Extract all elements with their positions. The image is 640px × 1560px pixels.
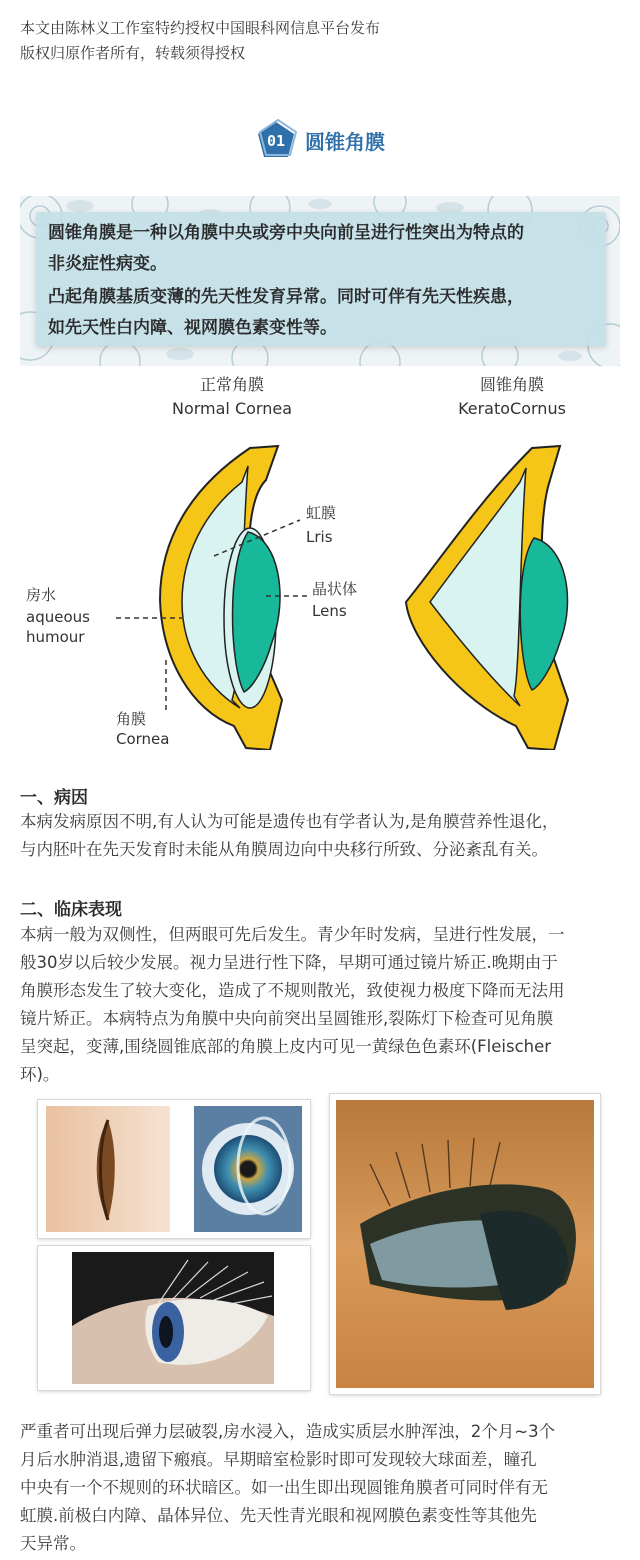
cornea-label-cn: 角膜 bbox=[116, 710, 147, 728]
iris-label-cn: 虹膜 bbox=[306, 504, 337, 522]
aqueous-label-en: aqueous bbox=[26, 608, 90, 626]
normal-eye-illustration bbox=[160, 446, 282, 750]
paragraph-line: 本病发病原因不明,有人认为可能是遗传也有学者认为,是角膜营养性退化， bbox=[20, 812, 559, 831]
intro-line: 凸起角膜基质变薄的先天性发育异常。同时可伴有先天性疾患， bbox=[48, 287, 524, 307]
paragraph-line: 天异常。 bbox=[20, 1534, 86, 1553]
kerato-cornea-label-cn: 圆锥角膜 bbox=[479, 375, 545, 394]
kerato-cornea-label-en: KeratoCornus bbox=[458, 399, 566, 418]
paragraph-line: 本病一般为双侧性，但两眼可先后发生。青少年时发病，呈进行性发展，一 bbox=[20, 925, 565, 944]
cause-heading: 一、病因 bbox=[20, 788, 88, 808]
paragraph-line: 严重者可出现后弹力层破裂,房水浸入，造成实质层水肿浑浊，2个月~3个 bbox=[20, 1422, 556, 1441]
clinical-heading: 二、临床表现 bbox=[20, 900, 122, 920]
intro-banner bbox=[20, 196, 620, 366]
severe-paragraph bbox=[20, 1418, 620, 1558]
aqueous-label-cn: 房水 bbox=[26, 586, 57, 604]
eye-photo-collage-top bbox=[38, 1100, 310, 1238]
copyright-line: 本文由陈林义工作室特约授权中国眼科网信息平台发布 bbox=[20, 19, 381, 37]
paragraph-line: 环)。 bbox=[20, 1065, 60, 1084]
iris-label-en: Lris bbox=[306, 528, 333, 546]
paragraph-line: 镜片矫正。本病特点为角膜中央向前突出呈圆锥形,裂陈灯下检查可见角膜 bbox=[20, 1009, 554, 1028]
keratoconus-closeup-image bbox=[330, 1094, 600, 1394]
keratoconus-eye-photo bbox=[330, 1094, 600, 1394]
copyright-line: 版权归原作者所有，转载须得授权 bbox=[20, 44, 246, 62]
section-header bbox=[0, 118, 640, 162]
eye-side-view-image bbox=[38, 1246, 310, 1390]
paragraph-line: 中央有一个不规则的环状暗区。如一出生即出现圆锥角膜者可同时伴有无 bbox=[20, 1478, 548, 1497]
cause-paragraph bbox=[20, 808, 620, 864]
eye-profile-and-contact-lens-image bbox=[38, 1100, 310, 1238]
keratoconus-eye-illustration bbox=[406, 446, 568, 750]
section-number: 01 bbox=[266, 132, 286, 150]
cornea-comparison-diagram bbox=[20, 370, 620, 750]
cornea-label-en: Cornea bbox=[116, 730, 170, 748]
section-title: 圆锥角膜 bbox=[305, 129, 385, 154]
intro-definition-box bbox=[36, 212, 606, 346]
paragraph-line: 与内胚叶在先天发育时未能从角膜周边向中央移行所致、分泌紊乱有关。 bbox=[20, 840, 548, 859]
paragraph-line: 呈突起，变薄,围绕圆锥底部的角膜上皮内可见一黄绿色色素环(Fleischer bbox=[20, 1037, 552, 1056]
paragraph-line: 月后水肿消退,遗留下瘢痕。早期暗室检影时即可发现较大球面差，瞳孔 bbox=[20, 1450, 537, 1469]
eye-photo-collage-bottom bbox=[38, 1246, 310, 1390]
copyright-notice bbox=[20, 16, 380, 66]
lens-label-cn: 晶状体 bbox=[312, 580, 358, 598]
paragraph-line: 般30岁以后较少发展。视力呈进行性下降，早期可通过镜片矫正.晚期由于 bbox=[20, 953, 558, 972]
intro-line: 圆锥角膜是一种以角膜中央或旁中央向前呈进行性突出为特点的 bbox=[48, 223, 524, 243]
intro-line: 非炎症性病变。 bbox=[48, 254, 167, 274]
normal-cornea-label-cn: 正常角膜 bbox=[199, 375, 265, 394]
paragraph-line: 角膜形态发生了较大变化，造成了不规则散光，致使视力极度下降而无法用 bbox=[20, 981, 565, 1000]
normal-cornea-label-en: Normal Cornea bbox=[171, 399, 293, 418]
lens-label-en: Lens bbox=[312, 602, 347, 620]
paragraph-line: 虹膜.前极白内障、晶体异位、先天性青光眼和视网膜色素变性等其他先 bbox=[20, 1506, 537, 1525]
aqueous-label-en: humour bbox=[26, 628, 85, 646]
section-number-badge bbox=[255, 119, 297, 161]
intro-line: 如先天性白内障、视网膜色素变性等。 bbox=[48, 318, 337, 338]
clinical-paragraph bbox=[20, 921, 620, 1089]
